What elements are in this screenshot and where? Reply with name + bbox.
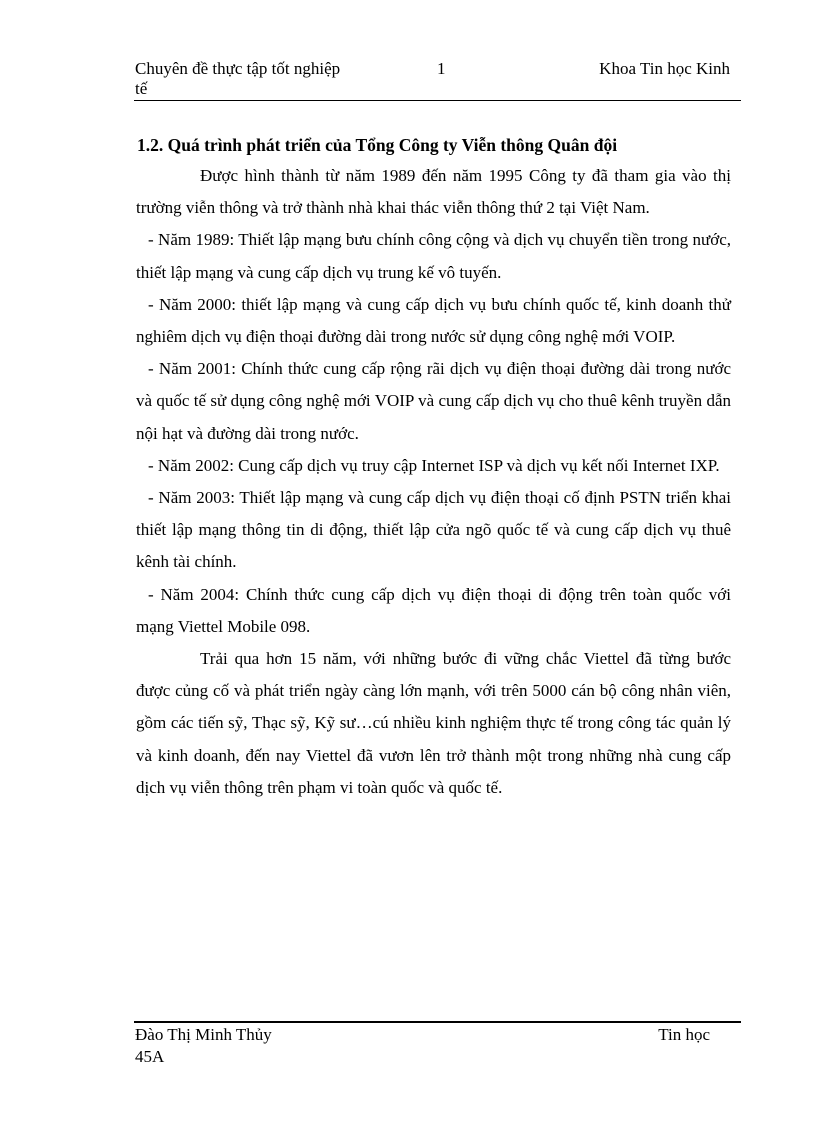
footer-divider: [134, 1021, 741, 1023]
section-heading: 1.2. Quá trình phát triển của Tổng Công ty Viễn thông Quân đội: [137, 135, 618, 155]
header-department: Khoa Tin học Kinh: [599, 59, 730, 78]
footer-author-block: [135, 1024, 272, 1068]
header-document-title: [135, 59, 380, 99]
paragraph-2000: - Năm 2000: thiết lập mạng và cung cấp dịch vụ bưu chính quốc tế, kinh doanh thử nghiêm dịch vụ điện thoại đường dài trong nước sử dụng công nghệ mới VOIP.: [136, 294, 731, 347]
paragraph-1989: - Năm 1989: Thiết lập mạng bưu chính công cộng và dịch vụ chuyển tiền trong nước, thiết lập mạng và cung cấp dịch vụ trung kế vô tuyến.: [136, 230, 731, 282]
footer-author: Đào Thị Minh Thủy: [135, 1025, 272, 1044]
footer-class-code: 45A: [135, 1047, 165, 1066]
paragraph-2004: - Năm 2004: Chính thức cung cấp dịch vụ điện thoại di động trên toàn quốc với mạng Viettel Mobile 098.: [136, 584, 731, 636]
section-body: [136, 160, 731, 804]
paragraph-summary: Trải qua hơn 15 năm, với những bước đi vững chắc Viettel đã từng bước được củng cố và phát triển ngày càng lớn mạnh, với trên 5000 cán bộ công nhân viên, gồm các tiến sỹ, Thạc sỹ, Kỹ sư…cú nhiều kinh nghiệm thực tế trong công tác quản lý và kinh doanh, đến nay Viettel đã vươn lên trở thành một trong những nhà cung cấp dịch vụ viễn thông trên phạm vi toàn quốc và quốc tế.: [136, 649, 731, 797]
header-divider: [134, 100, 741, 101]
paragraph-2002: - Năm 2002: Cung cấp dịch vụ truy cập Internet ISP và dịch vụ kết nối Internet IXP.: [148, 455, 720, 475]
header-title-line-1: Chuyên đề thực tập tốt nghiệp: [135, 59, 341, 78]
header-title-line-2: tế: [135, 79, 148, 98]
paragraph-2003: - Năm 2003: Thiết lập mạng và cung cấp dịch vụ điện thoại cố định PSTN triển khai thiết lập mạng thông tin di động, thiết lập cửa ngõ quốc tế và cung cấp dịch vụ thuê kênh tài chính.: [136, 488, 731, 572]
paragraph-2001: - Năm 2001: Chính thức cung cấp rộng rãi dịch vụ điện thoại đường dài trong nước và quốc tế sử dụng công nghệ mới VOIP và cung cấp dịch vụ cho thuê kênh truyền dẫn nội hạt và đường dài trong nước.: [136, 359, 731, 443]
footer-major: Tin học: [658, 1025, 710, 1044]
page-number: 1: [437, 59, 446, 78]
paragraph-intro: Được hình thành từ năm 1989 đến năm 1995 Công ty đã tham gia vào thị trường viễn thông và trở thành nhà khai thác viễn thông thứ 2 tại Việt Nam.: [136, 166, 731, 218]
